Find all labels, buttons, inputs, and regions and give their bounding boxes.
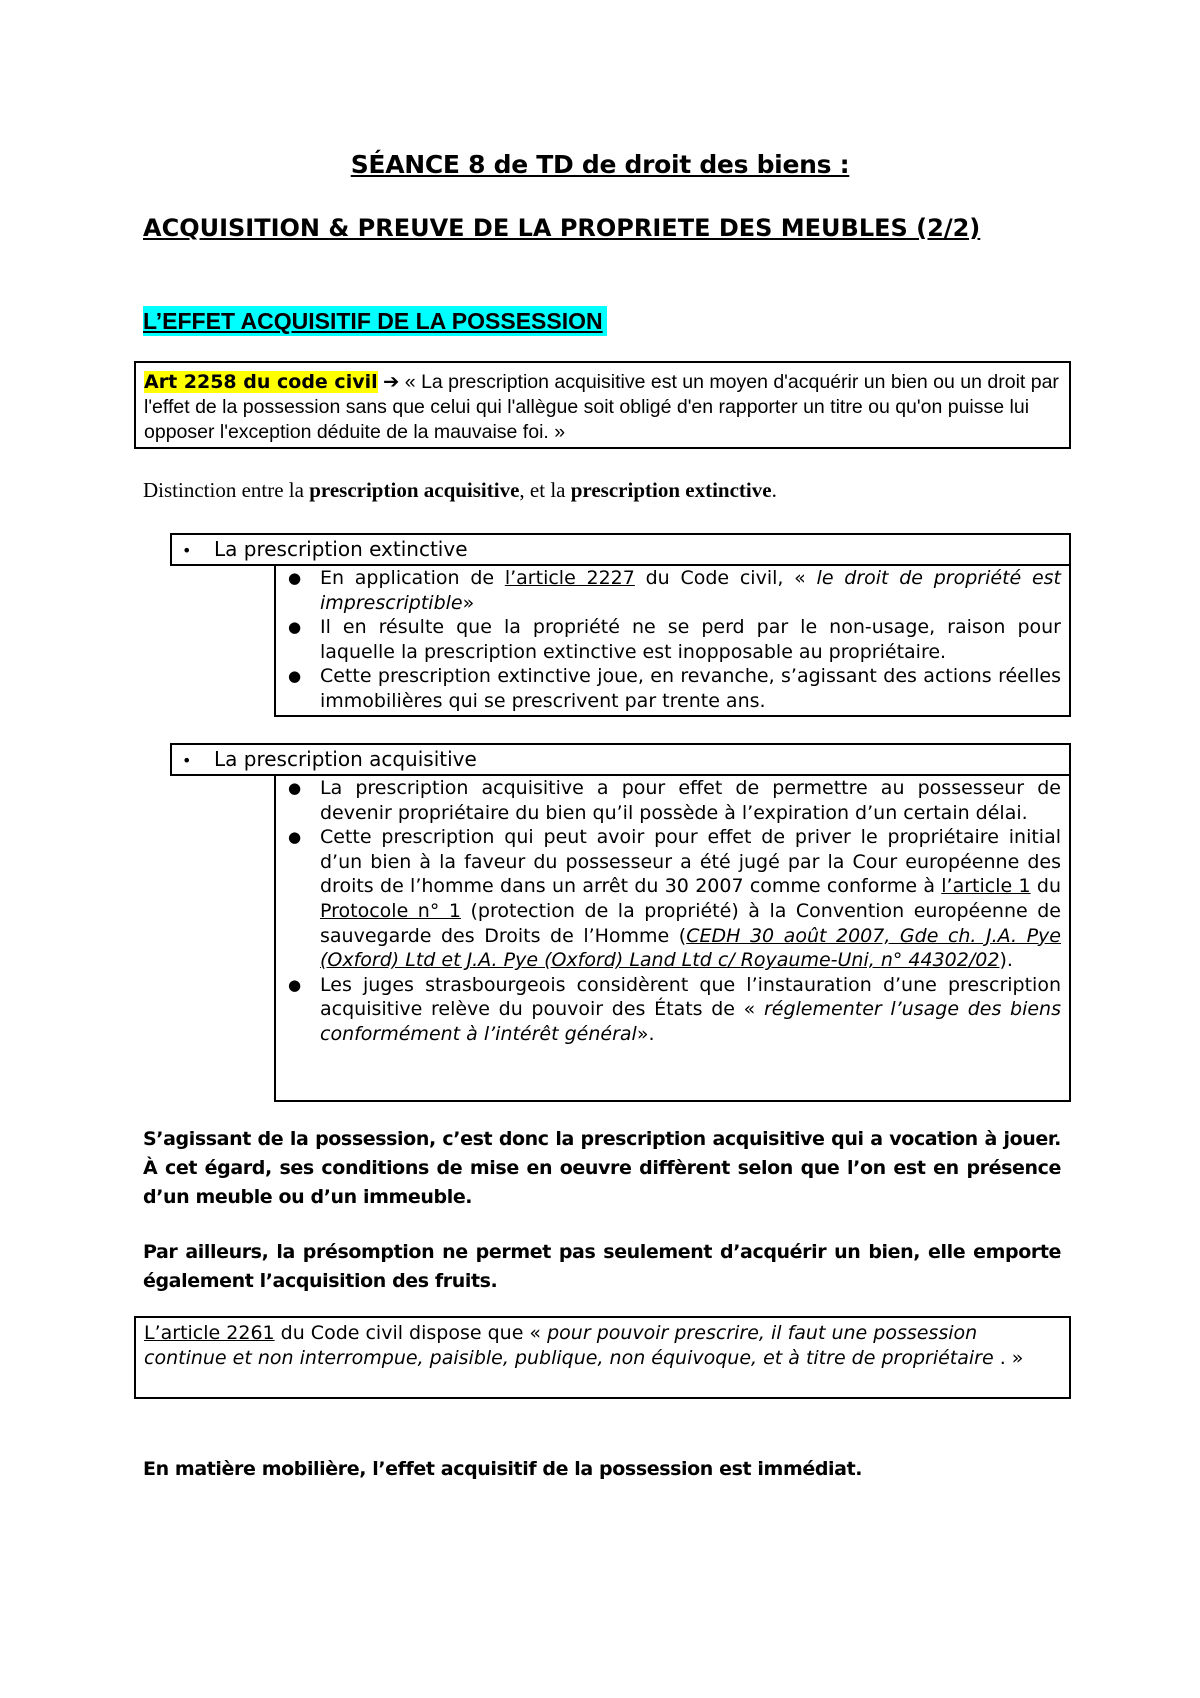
extinctive-heading: La prescription extinctive: [214, 537, 468, 561]
article-2258-text: [144, 369, 1061, 445]
list-item: ● En application de l’article 2227 du Code civil, « le droit de propriété est imprescriptible»: [288, 567, 1061, 614]
article-2227-link[interactable]: l’article 2227: [504, 567, 635, 589]
bullet-icon: ●: [288, 569, 302, 587]
extinctive-list: [284, 566, 1061, 714]
bullet-icon: ●: [288, 975, 302, 994]
bullet-icon: •: [182, 541, 192, 560]
acquisitive-list: [284, 776, 1061, 1047]
paragraph-possession: S’agissant de la possession, c’est donc la prescription acquisitive qui a vocation à jouer. À cet égard, ses conditions de mise en oeuvre diffèrent selon que l’on est en présence d’un meuble ou d’un immeuble.: [143, 1128, 1061, 1208]
section-heading: L’EFFET ACQUISITIF DE LA POSSESSION: [143, 306, 607, 336]
page-title: SÉANCE 8 de TD de droit des biens :: [350, 150, 850, 179]
article-reference: Art 2258 du code civil: [144, 371, 378, 393]
distinction-suffix: .: [771, 478, 777, 502]
distinction-prefix: Distinction entre la: [143, 478, 310, 502]
list-item: ● Cette prescription extinctive joue, en revanche, s’agissant des actions réelles immobilières qui se prescrivent par trente ans.: [288, 665, 1061, 712]
document-subtitle: ACQUISITION & PREUVE DE LA PROPRIETE DES MEUBLES (2/2): [143, 214, 981, 242]
article-2261-box: L’article 2261 du Code civil dispose que « pour pouvoir prescrire, il faut une possession continue et non interrompue, paisible, publique, non équivoque, et à titre de propriétaire . »: [134, 1316, 1071, 1399]
distinction-term-extinctive: prescription extinctive: [570, 478, 772, 502]
acquisitive-heading-box: [170, 743, 1071, 776]
article-quote: « La prescription acquisitive est un moyen d'acquérir un bien ou un droit par l'effet de la possession sans que celui qui l'allègue soit obligé d'en rapporter un titre ou qu'on puisse lui opposer l'exception déduite de la mauvaise foi. »: [144, 371, 1059, 443]
acquisitive-heading: La prescription acquisitive: [214, 747, 477, 771]
article-2258-box: [134, 361, 1071, 449]
list-item: ● Il en résulte que la propriété ne se perd par le non-usage, raison pour laquelle la prescription extinctive est inopposable au propriétaire.: [288, 616, 1061, 663]
bullet-icon: •: [182, 751, 192, 770]
acquisitive-body-box: [274, 774, 1071, 1102]
conclusion: En matière mobilière, l’effet acquisitif de la possession est immédiat.: [143, 1458, 863, 1480]
distinction-middle: , et la: [519, 478, 571, 502]
bullet-icon: ●: [288, 618, 302, 637]
protocole-1-link[interactable]: Protocole n° 1: [320, 899, 461, 922]
arrow-right-icon: ➔: [383, 370, 400, 393]
bullet-icon: ●: [288, 667, 302, 686]
distinction-line: [143, 476, 1073, 504]
bullet-icon: ●: [288, 828, 302, 847]
distinction-term-acquisitive: prescription acquisitive: [309, 478, 520, 502]
paragraph-fruits: Par ailleurs, la présomption ne permet pas seulement d’acquérir un bien, elle emporte également l’acquisition des fruits.: [143, 1241, 1061, 1292]
cedh-case-link[interactable]: CEDH 30 août 2007, Gde ch. J.A. Pye (Oxford) Ltd et J.A. Pye (Oxford) Land Ltd c/ Royaume-Uni, n° 44302/02: [320, 924, 1061, 972]
extinctive-body-box: [274, 564, 1071, 717]
extinctive-heading-box: [170, 533, 1071, 566]
list-item: ● Cette prescription qui peut avoir pour effet de priver le propriétaire initial d’un bien à la faveur du possesseur a été jugé par la Cour européenne des droits de l’homme dans un arrêt du 30 2007 comme conforme à l’article 1 du Protocole n° 1 (protection de la propriété) à la Convention européenne de sauvegarde des Droits de l’Homme (CEDH 30 août 2007, Gde ch. J.A. Pye (Oxford) Ltd et J.A. Pye (Oxford) Land Ltd c/ Royaume-Uni, n° 44302/02).: [288, 826, 1061, 972]
bullet-icon: ●: [288, 779, 302, 797]
list-item: ● La prescription acquisitive a pour effet de permettre au possesseur de devenir propriétaire du bien qu’il possède à l’expiration d’un certain délai.: [288, 777, 1061, 824]
article-2261-link[interactable]: L’article 2261: [144, 1322, 275, 1344]
article-1-link[interactable]: l’article 1: [941, 875, 1031, 898]
list-item: ● Les juges strasbourgeois considèrent que l’instauration d’une prescription acquisitive relève du pouvoir des États de « réglementer l’usage des biens conformément à l’intérêt général».: [288, 973, 1061, 1045]
